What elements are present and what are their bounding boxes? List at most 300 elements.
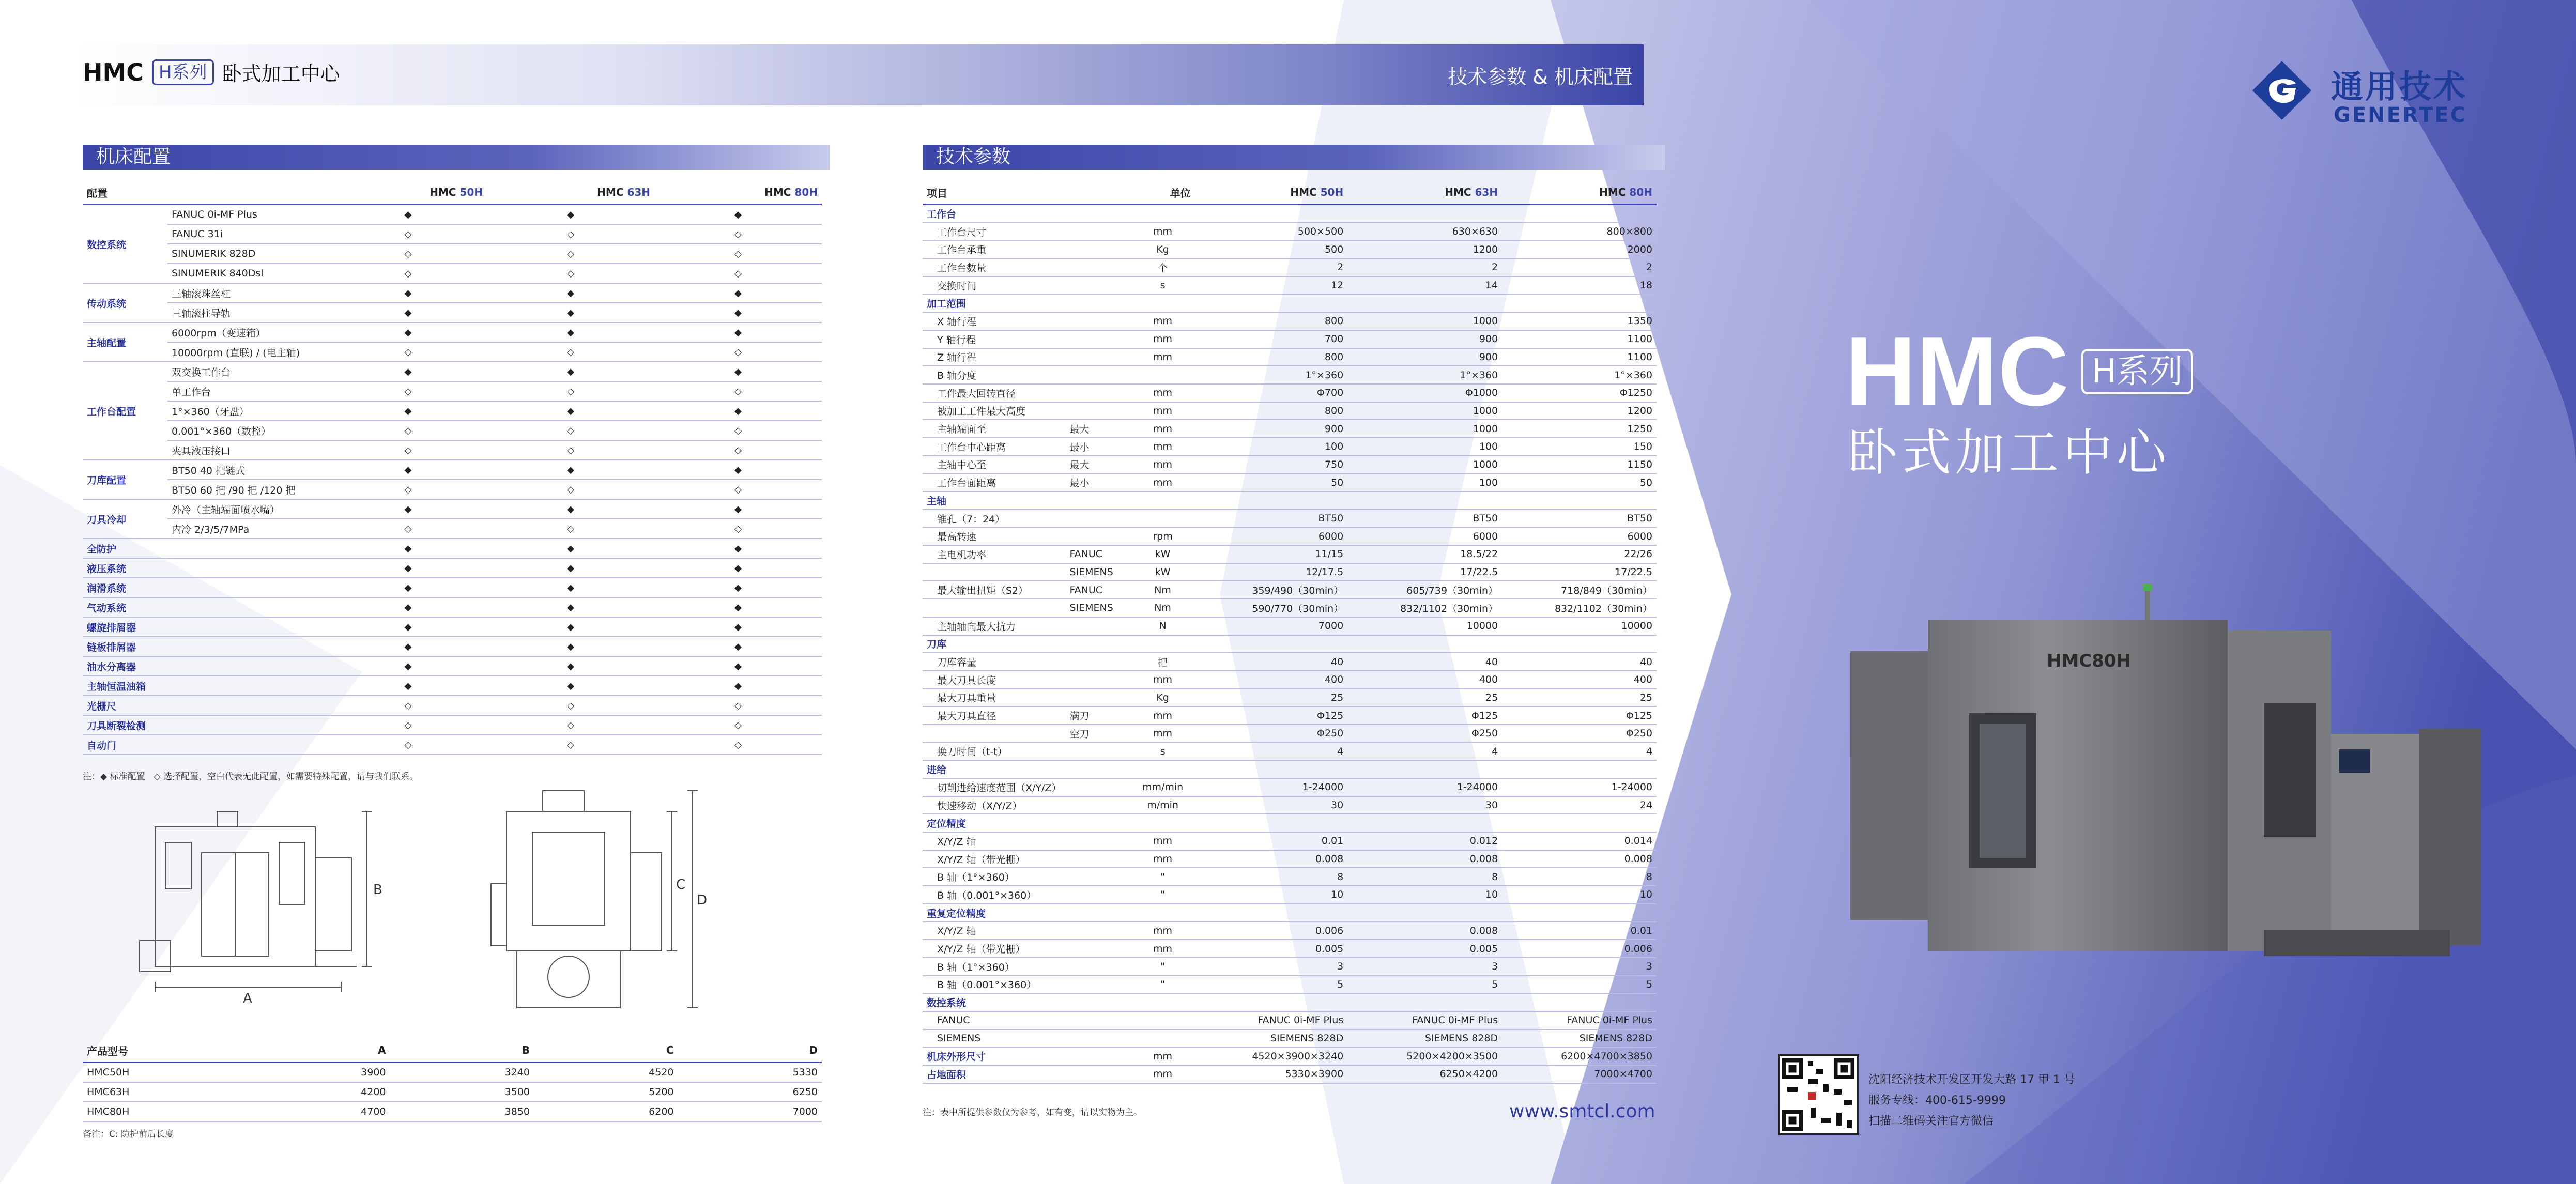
config-mark: ◆ <box>487 460 654 480</box>
spec-value: 1000 <box>1347 312 1502 330</box>
spec-value: 700 <box>1195 330 1347 348</box>
spec-subitem <box>1065 1011 1130 1029</box>
contact-address: 沈阳经济技术开发区开发大路 17 甲 1 号 <box>1868 1073 2075 1086</box>
config-mark: ◇ <box>487 264 654 283</box>
config-mark: ◆ <box>654 401 822 421</box>
spec-subitem <box>1065 778 1130 796</box>
spec-value: 18.5/22 <box>1347 545 1502 563</box>
spec-row <box>923 348 1657 366</box>
spec-subitem <box>1065 868 1130 886</box>
spec-item: SIEMENS <box>923 1029 1065 1048</box>
config-mark: ◆ <box>487 597 654 617</box>
config-row <box>83 244 822 264</box>
spec-subitem <box>1065 850 1130 868</box>
config-item-label <box>167 578 329 597</box>
spec-value: Φ250 <box>1195 725 1347 743</box>
spec-value: 1-24000 <box>1502 778 1657 796</box>
spec-row <box>923 491 1657 510</box>
spec-value: 18 <box>1502 276 1657 295</box>
spec-row <box>923 922 1657 940</box>
spec-subitem: SIEMENS <box>1065 599 1130 617</box>
spec-row <box>923 581 1657 599</box>
spec-value: BT50 <box>1195 510 1347 528</box>
spec-value: 150 <box>1502 438 1657 456</box>
spec-row <box>923 778 1657 796</box>
spec-subitem <box>1065 617 1130 635</box>
config-group-label: 全防护 <box>83 539 167 558</box>
config-row <box>83 676 822 696</box>
spec-unit: " <box>1130 886 1194 904</box>
spec-value: 359/490（30min） <box>1195 581 1347 599</box>
spec-value: 25 <box>1347 689 1502 707</box>
dim-header: D <box>678 1039 822 1063</box>
header-series-tag: H系列 <box>152 59 214 85</box>
spec-value: 400 <box>1195 671 1347 689</box>
config-mark: ◇ <box>654 440 822 460</box>
spec-value: 1100 <box>1502 330 1657 348</box>
spec-value: FANUC 0i-MF Plus <box>1502 1011 1657 1029</box>
config-mark: ◆ <box>329 460 487 480</box>
spec-value: 0.006 <box>1195 922 1347 940</box>
spec-row <box>923 706 1657 725</box>
spec-value: 832/1102（30min） <box>1347 599 1502 617</box>
spec-item: X/Y/Z 轴 <box>923 922 1065 940</box>
spec-unit <box>1130 510 1194 528</box>
spec-unit: Kg <box>1130 240 1194 258</box>
spec-value: 8 <box>1502 868 1657 886</box>
spec-item <box>923 599 1065 617</box>
config-mark: ◆ <box>654 499 822 519</box>
spec-value: Φ125 <box>1195 706 1347 725</box>
config-mark: ◇ <box>654 244 822 264</box>
config-table <box>83 181 822 755</box>
spec-unit <box>1130 366 1194 384</box>
spec-value: 50 <box>1502 473 1657 491</box>
spec-value: 7000×4700 <box>1502 1065 1657 1083</box>
config-group-label: 主轴恒温油箱 <box>83 676 167 696</box>
spec-unit: mm <box>1130 330 1194 348</box>
config-mark: ◆ <box>329 578 487 597</box>
spec-unit: mm <box>1130 420 1194 438</box>
spec-category: 刀库 <box>923 635 1657 653</box>
spec-unit: mm <box>1130 850 1194 868</box>
config-item-label: FANUC 31i <box>167 224 329 244</box>
spec-subitem <box>1065 922 1130 940</box>
spec-item: X/Y/Z 轴（带光栅） <box>923 850 1065 868</box>
config-col-model: HMC 63H <box>487 181 654 205</box>
config-item-label <box>167 715 329 735</box>
spec-value: 630×630 <box>1347 223 1502 241</box>
model-suffix: 80H <box>1629 186 1652 198</box>
config-mark: ◆ <box>487 558 654 578</box>
config-item-label: 双交换工作台 <box>167 362 329 381</box>
spec-header: 项目 <box>923 181 1065 205</box>
config-mark: ◇ <box>487 440 654 460</box>
spec-item: 主电机功率 <box>923 545 1065 563</box>
spec-subitem <box>1065 1029 1130 1048</box>
spec-item: 工作台承重 <box>923 240 1065 258</box>
spec-unit: mm <box>1130 1065 1194 1083</box>
config-item-label: SINUMERIK 840Dsl <box>167 264 329 283</box>
spec-value: 1000 <box>1347 420 1502 438</box>
dimension-cell: 7000 <box>678 1102 822 1121</box>
spec-row <box>923 510 1657 528</box>
spec-subitem <box>1065 886 1130 904</box>
spec-item: 切削进给速度范围（X/Y/Z） <box>923 778 1065 796</box>
config-mark: ◆ <box>329 205 487 225</box>
spec-subitem <box>1065 402 1130 420</box>
header-subtitle: 卧式加工中心 <box>222 63 340 85</box>
config-group-label: 数控系统 <box>83 205 167 284</box>
config-mark: ◆ <box>329 303 487 322</box>
config-item-label <box>167 597 329 617</box>
config-item-label: 三轴滚珠丝杠 <box>167 283 329 303</box>
config-item-label: 6000rpm（变速箱） <box>167 322 329 342</box>
spec-value: 2 <box>1195 258 1347 276</box>
spec-item <box>923 563 1065 581</box>
spec-category: 重复定位精度 <box>923 904 1657 922</box>
spec-row <box>923 904 1657 922</box>
spec-row <box>923 312 1657 330</box>
spec-item: X/Y/Z 轴 <box>923 832 1065 850</box>
spec-category: 主轴 <box>923 491 1657 510</box>
spec-subitem <box>1065 366 1130 384</box>
spec-value: SIEMENS 828D <box>1502 1029 1657 1048</box>
config-mark: ◇ <box>329 440 487 460</box>
dimension-row <box>83 1063 822 1083</box>
spec-value: 1°×360 <box>1347 366 1502 384</box>
spec-value: 24 <box>1502 796 1657 814</box>
spec-subitem <box>1065 312 1130 330</box>
spec-row <box>923 527 1657 545</box>
spec-row <box>923 617 1657 635</box>
config-mark: ◆ <box>329 637 487 656</box>
spec-unit: mm <box>1130 832 1194 850</box>
config-row <box>83 735 822 755</box>
spec-value: 1-24000 <box>1347 778 1502 796</box>
spec-value: 1350 <box>1502 312 1657 330</box>
cover-subtitle: 卧式加工中心 <box>1848 424 2170 482</box>
config-item-label: 夹具液压接口 <box>167 440 329 460</box>
spec-table <box>923 181 1657 1084</box>
config-mark: ◆ <box>329 676 487 696</box>
config-mark: ◇ <box>329 519 487 539</box>
config-row <box>83 539 822 558</box>
config-item-label: 三轴滚柱导轨 <box>167 303 329 322</box>
spec-row <box>923 223 1657 241</box>
spec-value: SIEMENS 828D <box>1195 1029 1347 1048</box>
spec-value: 1000 <box>1347 456 1502 474</box>
spec-subitem: 空刀 <box>1065 725 1130 743</box>
spec-subitem: FANUC <box>1065 545 1130 563</box>
config-mark: ◇ <box>487 421 654 440</box>
config-mark: ◆ <box>654 283 822 303</box>
config-col-label: 配置 <box>83 181 167 205</box>
spec-value: 718/849（30min） <box>1502 581 1657 599</box>
config-mark: ◆ <box>654 460 822 480</box>
spec-value: 0.01 <box>1502 922 1657 940</box>
config-row <box>83 342 822 362</box>
config-mark: ◇ <box>329 264 487 283</box>
spec-unit: mm <box>1130 671 1194 689</box>
config-mark: ◇ <box>654 715 822 735</box>
spec-category: 机床外形尺寸 <box>923 1047 1130 1065</box>
spec-value: 10 <box>1195 886 1347 904</box>
spec-row <box>923 366 1657 384</box>
config-col-model: HMC 50H <box>329 181 487 205</box>
spec-row <box>923 796 1657 814</box>
spec-value: 400 <box>1502 671 1657 689</box>
spec-unit: kW <box>1130 545 1194 563</box>
spec-row <box>923 671 1657 689</box>
spec-value: 100 <box>1347 473 1502 491</box>
config-group-label: 螺旋排屑器 <box>83 617 167 637</box>
config-mark: ◇ <box>487 224 654 244</box>
config-mark: ◆ <box>329 499 487 519</box>
spec-value: Φ250 <box>1502 725 1657 743</box>
config-group-label: 光栅尺 <box>83 696 167 715</box>
spec-subitem: SIEMENS <box>1065 563 1130 581</box>
config-mark: ◇ <box>654 381 822 401</box>
spec-value: 3 <box>1195 958 1347 976</box>
spec-value: 2000 <box>1502 240 1657 258</box>
spec-unit: mm <box>1130 922 1194 940</box>
machine-image <box>1850 579 2491 982</box>
model-suffix: 80H <box>794 186 818 198</box>
config-row <box>83 401 822 421</box>
spec-item: 换刀时间（t-t） <box>923 743 1065 761</box>
dimension-row <box>83 1102 822 1121</box>
spec-value: 1100 <box>1502 348 1657 366</box>
config-mark: ◇ <box>329 224 487 244</box>
spec-unit <box>1130 1011 1194 1029</box>
spec-row <box>923 850 1657 868</box>
config-item-label <box>167 539 329 558</box>
spec-row <box>923 294 1657 312</box>
page-title <box>83 58 340 86</box>
config-row <box>83 578 822 597</box>
spec-value: 900 <box>1347 330 1502 348</box>
spec-item: B 轴（1°×360） <box>923 868 1065 886</box>
dimension-cell: 3900 <box>246 1063 390 1083</box>
spec-item: FANUC <box>923 1011 1065 1029</box>
config-mark: ◇ <box>329 244 487 264</box>
spec-unit: mm <box>1130 1047 1194 1065</box>
config-mark: ◆ <box>329 597 487 617</box>
config-group-label: 链板排屑器 <box>83 637 167 656</box>
spec-value: 40 <box>1195 653 1347 671</box>
machine-front-drawing <box>134 796 403 1013</box>
qr-code <box>1778 1054 1859 1135</box>
config-mark: ◆ <box>487 539 654 558</box>
spec-subitem <box>1065 527 1130 545</box>
cover-series-tag: H系列 <box>2081 349 2193 394</box>
spec-subitem <box>1065 384 1130 402</box>
config-mark: ◇ <box>487 735 654 755</box>
config-mark: ◇ <box>654 224 822 244</box>
machine-side-drawing <box>486 780 713 1018</box>
config-group-label: 传动系统 <box>83 283 167 322</box>
config-mark: ◆ <box>329 283 487 303</box>
spec-subitem <box>1065 653 1130 671</box>
config-mark: ◆ <box>654 205 822 225</box>
spec-unit: N <box>1130 617 1194 635</box>
spec-value: 3 <box>1347 958 1502 976</box>
spec-row <box>923 832 1657 850</box>
spec-unit: mm <box>1130 438 1194 456</box>
config-mark: ◇ <box>487 244 654 264</box>
spec-value: 40 <box>1502 653 1657 671</box>
dimension-cell: HMC50H <box>83 1063 246 1083</box>
spec-row <box>923 258 1657 276</box>
spec-value: 2 <box>1347 258 1502 276</box>
spec-value: Φ125 <box>1502 706 1657 725</box>
spec-value: 0.005 <box>1195 940 1347 958</box>
spec-row <box>923 276 1657 295</box>
config-mark: ◇ <box>329 715 487 735</box>
spec-value: 5 <box>1347 976 1502 994</box>
spec-value: FANUC 0i-MF Plus <box>1195 1011 1347 1029</box>
spec-item: X/Y/Z 轴（带光栅） <box>923 940 1065 958</box>
spec-row <box>923 456 1657 474</box>
config-item-label: 单工作台 <box>167 381 329 401</box>
spec-subitem <box>1065 689 1130 707</box>
model-suffix: 63H <box>627 186 651 198</box>
spec-row <box>923 886 1657 904</box>
config-mark: ◇ <box>329 381 487 401</box>
spec-unit: mm <box>1130 940 1194 958</box>
config-group-label: 自动门 <box>83 735 167 755</box>
spec-item: 主轴端面至 <box>923 420 1065 438</box>
spec-value: Φ125 <box>1347 706 1502 725</box>
spec-item: B 轴（0.001°×360） <box>923 886 1065 904</box>
spec-unit: mm <box>1130 402 1194 420</box>
spec-value: 8 <box>1347 868 1502 886</box>
spec-value: 500×500 <box>1195 223 1347 241</box>
spec-value: 30 <box>1347 796 1502 814</box>
spec-unit: mm <box>1130 348 1194 366</box>
spec-item: 最大输出扭矩（S2） <box>923 581 1065 599</box>
spec-value: 5 <box>1502 976 1657 994</box>
dimension-cell: 3850 <box>390 1102 534 1121</box>
spec-value: 0.005 <box>1347 940 1502 958</box>
config-row <box>83 322 822 342</box>
config-mark: ◆ <box>487 656 654 676</box>
spec-header: HMC 80H <box>1502 181 1657 205</box>
spec-item: 工作台数量 <box>923 258 1065 276</box>
spec-row <box>923 473 1657 491</box>
spec-category: 进给 <box>923 760 1657 778</box>
config-item-label: FANUC 0i-MF Plus <box>167 205 329 225</box>
spec-subitem <box>1065 240 1130 258</box>
spec-value: 4 <box>1347 743 1502 761</box>
spec-value: 8 <box>1195 868 1347 886</box>
spec-value: 11/15 <box>1195 545 1347 563</box>
config-mark: ◆ <box>487 322 654 342</box>
config-row <box>83 460 822 480</box>
spec-value: 17/22.5 <box>1502 563 1657 581</box>
drawing-label-d: D <box>697 893 708 908</box>
spec-value: 900 <box>1195 420 1347 438</box>
config-row <box>83 480 822 499</box>
spec-row <box>923 1047 1657 1065</box>
config-mark: ◇ <box>329 342 487 362</box>
spec-item <box>923 725 1065 743</box>
spec-unit: m/min <box>1130 796 1194 814</box>
config-mark: ◆ <box>654 597 822 617</box>
config-row <box>83 519 822 539</box>
config-group-label: 刀具冷却 <box>83 499 167 539</box>
spec-value: 1°×360 <box>1195 366 1347 384</box>
config-mark: ◆ <box>487 283 654 303</box>
config-item-label <box>167 676 329 696</box>
spec-subitem <box>1065 223 1130 241</box>
spec-unit: kW <box>1130 563 1194 581</box>
spec-row <box>923 635 1657 653</box>
config-mark: ◇ <box>487 381 654 401</box>
spec-value: 800 <box>1195 402 1347 420</box>
spec-row <box>923 958 1657 976</box>
dimension-cell: 6250 <box>678 1082 822 1102</box>
spec-value: 100 <box>1195 438 1347 456</box>
spec-value: 6000 <box>1195 527 1347 545</box>
config-row <box>83 617 822 637</box>
spec-item: 工作台面距离 <box>923 473 1065 491</box>
spec-value: 605/739（30min） <box>1347 581 1502 599</box>
spec-unit: " <box>1130 868 1194 886</box>
config-mark: ◆ <box>329 362 487 381</box>
spec-value: 6200×4700×3850 <box>1502 1047 1657 1065</box>
spec-row <box>923 599 1657 617</box>
spec-value: 1250 <box>1502 420 1657 438</box>
spec-item: B 轴分度 <box>923 366 1065 384</box>
config-mark: ◆ <box>487 499 654 519</box>
spec-row <box>923 438 1657 456</box>
drawing-label-c: C <box>676 877 686 893</box>
spec-unit: rpm <box>1130 527 1194 545</box>
spec-value: 100 <box>1347 438 1502 456</box>
config-row <box>83 362 822 381</box>
spec-value: 800 <box>1195 348 1347 366</box>
config-mark: ◇ <box>487 342 654 362</box>
spec-subitem: 最大 <box>1065 420 1130 438</box>
config-mark: ◇ <box>487 715 654 735</box>
spec-value: 0.014 <box>1502 832 1657 850</box>
spec-row <box>923 725 1657 743</box>
dim-header: B <box>390 1039 534 1063</box>
website-link[interactable]: www.smtcl.com <box>1509 1101 1655 1122</box>
config-mark: ◇ <box>654 264 822 283</box>
spec-item: 主轴中心至 <box>923 456 1065 474</box>
cover-big-title: HMC <box>1845 317 2069 426</box>
spec-value: 7000 <box>1195 617 1347 635</box>
config-row <box>83 303 822 322</box>
config-mark: ◆ <box>329 539 487 558</box>
config-mark: ◆ <box>487 637 654 656</box>
spec-value: 5 <box>1195 976 1347 994</box>
spec-header: 单位 <box>1130 181 1194 205</box>
spec-item: 最高转速 <box>923 527 1065 545</box>
spec-value: 400 <box>1347 671 1502 689</box>
config-mark: ◇ <box>329 480 487 499</box>
spec-value: 40 <box>1347 653 1502 671</box>
spec-subitem <box>1065 348 1130 366</box>
spec-value: 590/770（30min） <box>1195 599 1347 617</box>
cover-title <box>1845 315 2193 428</box>
spec-value: 30 <box>1195 796 1347 814</box>
spec-value: 5200×4200×3500 <box>1347 1047 1502 1065</box>
spec-unit: 个 <box>1130 258 1194 276</box>
